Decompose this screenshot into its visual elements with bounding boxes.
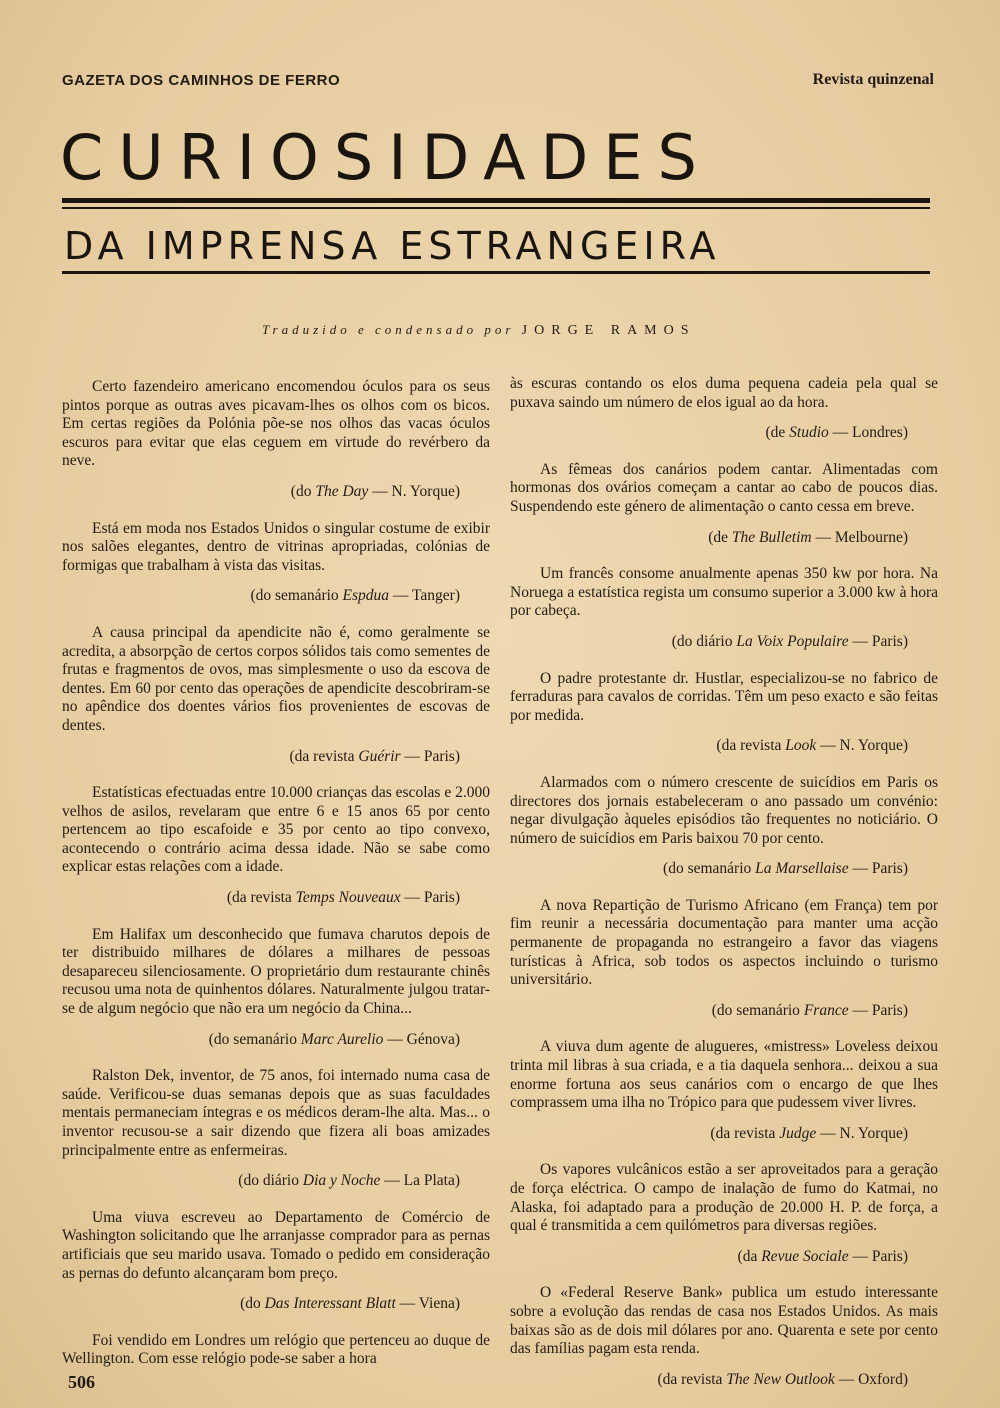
- article-paragraph: Certo fazendeiro americano encomendou óculos para os seus pintos porque as outras aves picavam-lhes os olhos com os bicos. Em certas regiões da Polónia põe-se nos olhos das vacas óculos escuros para evitar que elas ceguem em virtude do revérbero da neve.: [62, 378, 490, 470]
- article-source: (da revista Look — N. Yorque): [716, 737, 908, 755]
- source-publication: Judge: [779, 1124, 817, 1142]
- source-publication: Espdua: [342, 587, 390, 605]
- article-paragraph: A causa principal da apendicite não é, como geralmente se acredita, a absorpção de certos corpos sólidos tais como sementes de frutas e fragmentos de ovos, mas simplesmente o uso da escova de dentes. Em 60 por cento das operações de apendicite descobriram-se no apêndice dos doentes vários fios provenientes de escovas de dentes.: [62, 623, 490, 734]
- article-source: (do semanário Espdua — Tanger): [250, 587, 460, 605]
- source-publication: Revue Sociale: [761, 1247, 849, 1265]
- journal-frequency: Revista quinzenal: [812, 71, 934, 88]
- article-source: (do semanário France — Paris): [711, 1001, 908, 1019]
- article-source: (do Das Interessant Blatt — Viena): [240, 1295, 460, 1313]
- article-paragraph: Um francês consome anualmente apenas 350 kw por hora. Na Noruega a estatística regista um consumo superior a 3.000 kw à hora por cabeça.: [510, 565, 938, 620]
- article-source: (da revista Guérir — Paris): [289, 747, 460, 765]
- article-paragraph: Os vapores vulcânicos estão a ser aproveitados para a geração de força eléctrica. O campo de inalação de fumo do Katmai, no Alaska, foi adaptado para a produção de 20.000 H. P. de força, a qual é transmitida a cem quilómetros para diversas regiões.: [510, 1161, 938, 1235]
- article-paragraph: O padre protestante dr. Hustlar, especializou-se no fabrico de ferraduras para cavalos de corridas. Têm um peso exacto e são feitas por medida.: [510, 669, 938, 724]
- subtitle-rule: [62, 271, 930, 274]
- source-publication: Marc Aurelio: [300, 1030, 384, 1048]
- article-source: (da revista Judge — N. Yorque): [710, 1124, 908, 1142]
- page-number: 506: [68, 1372, 95, 1392]
- right-column: [510, 375, 938, 1407]
- article-source: (de The Bulletim — Melbourne): [708, 528, 908, 546]
- left-column: [62, 378, 490, 1369]
- article-paragraph: O «Federal Reserve Bank» publica um estudo interessante sobre a evolução das rendas de casa nos Estados Unidos. As mais baixas são as de dois mil dólares por ano. Quarenta e sete por cento das famílias pagam esta renda.: [510, 1284, 938, 1358]
- source-publication: France: [803, 1001, 849, 1019]
- credit-prefix: Traduzido e condensado por: [262, 322, 515, 337]
- source-publication: La Marsellaise: [755, 860, 849, 878]
- source-publication: The Day: [315, 482, 369, 500]
- article-source: (da Revue Sociale — Paris): [737, 1247, 908, 1265]
- source-publication: Das Interessant Blatt: [264, 1295, 396, 1313]
- article-paragraph: Alarmados com o número crescente de suicídios em Paris os directores dos jornais estabeleceram o ano passado um convénio: negar divulgação àqueles episódios tão frequentes no noticiário. O número de suicídios em Paris baixou 70 por cento.: [510, 773, 938, 847]
- article-paragraph: A viuva dum agente de alugueres, «mistress» Loveless deixou trinta mil libras à sua criada, e a tia daquela senhora... deixou a sua enorme fortuna aos seus canários com o encargo de que lhes comprassem uma ilha no Trópico para que pudessem viver livres.: [510, 1038, 938, 1112]
- article-source: (do semanário La Marsellaise — Paris): [663, 860, 908, 878]
- journal-name: GAZETA DOS CAMINHOS DE FERRO: [62, 72, 341, 89]
- source-publication: The Bulletim: [731, 528, 812, 546]
- source-publication: Guérir: [358, 747, 401, 765]
- source-publication: Studio: [789, 424, 829, 442]
- translator-credit: [262, 322, 696, 339]
- article-paragraph: Foi vendido em Londres um relógio que pertenceu ao duque de Wellington. Com esse relógio pode-se saber a hora: [62, 1331, 490, 1368]
- article-source: (de Studio — Londres): [765, 424, 908, 442]
- article-paragraph: Uma viuva escreveu ao Departamento de Comércio de Washington solicitando que lhe arranjasse comprador para as pernas artificiais que seu marido usava. Tomado o pedido em consideração as pernas do defunto alcançaram bom preço.: [62, 1208, 490, 1282]
- page-subtitle: DA IMPRENSA ESTRANGEIRA: [64, 224, 721, 268]
- article-source: (do semanário Marc Aurelio — Génova): [208, 1030, 460, 1048]
- article-source: (do diário La Voix Populaire — Paris): [671, 632, 908, 650]
- title-rule-thin: [62, 207, 930, 209]
- article-paragraph: Estatísticas efectuadas entre 10.000 crianças das escolas e 2.000 velhos de asilos, revelaram que entre 6 e 15 anos 65 por cento pertencem ao tipo escafoide e 35 por cento ao tipo convexo, acontecendo o contrário acima dessa idade. Não se sabe como explicar estas relações com a idade.: [62, 784, 490, 876]
- article-paragraph: Em Halifax um desconhecido que fumava charutos depois de ter distribuido milhares de dólares a milhares de pessoas desapareceu silenciosamente. O proprietário dum restaurante chinês recusou uma nota de quinhentos dólares. Naturalmente julgou tratar-se de algum negócio que não era um negócio da China...: [62, 925, 490, 1018]
- article-paragraph: Está em moda nos Estados Unidos o singular costume de exibir nos salões elegantes, dentro de vitrinas apropriadas, colónias de formigas que trabalham à vista das visitas.: [62, 519, 490, 574]
- article-paragraph: As fêmeas dos canários podem cantar. Alimentadas com hormonas dos ovários começam a cantar ao cabo de poucos dias. Suspendendo este género de alimentação o canto cessa em breve.: [510, 460, 938, 515]
- source-publication: The New Outlook: [726, 1370, 835, 1388]
- source-publication: Dia y Noche: [302, 1172, 381, 1190]
- credit-author: JORGE RAMOS: [521, 323, 696, 338]
- article-paragraph: Ralston Dek, inventor, de 75 anos, foi internado numa casa de saúde. Verificou-se duas semanas depois que as suas faculdades mentais permaneciam íntegras e os médicos deram-lhe alta. Mas... o inventor recusou-se a sair dizendo que fizera ali boas amizades principalmente entre as enfermeiras.: [62, 1067, 490, 1159]
- article-source: (da revista The New Outlook — Oxford): [657, 1370, 908, 1388]
- title-rule-thick: [62, 198, 930, 203]
- article-paragraph: A nova Repartição de Turismo Africano (em França) tem por fim reunir a necessária documentação para manter uma acção permanente de propaganda no estrangeiro a favor das viagens turísticas à Africa, sob todos os aspectos incluindo o turismo universitário.: [510, 896, 938, 989]
- article-source: (do The Day — N. Yorque): [290, 482, 460, 500]
- article-paragraph: às escuras contando os elos duma pequena cadeia pela qual se puxava saindo um número de elos igual ao da hora.: [510, 375, 938, 411]
- page-title: CURIOSIDADES: [60, 121, 712, 194]
- source-publication: Look: [785, 737, 817, 755]
- article-source: (do diário Dia y Noche — La Plata): [238, 1172, 460, 1190]
- source-publication: La Voix Populaire: [736, 632, 849, 650]
- article-source: (da revista Temps Nouveaux — Paris): [226, 889, 460, 907]
- source-publication: Temps Nouveaux: [295, 889, 401, 907]
